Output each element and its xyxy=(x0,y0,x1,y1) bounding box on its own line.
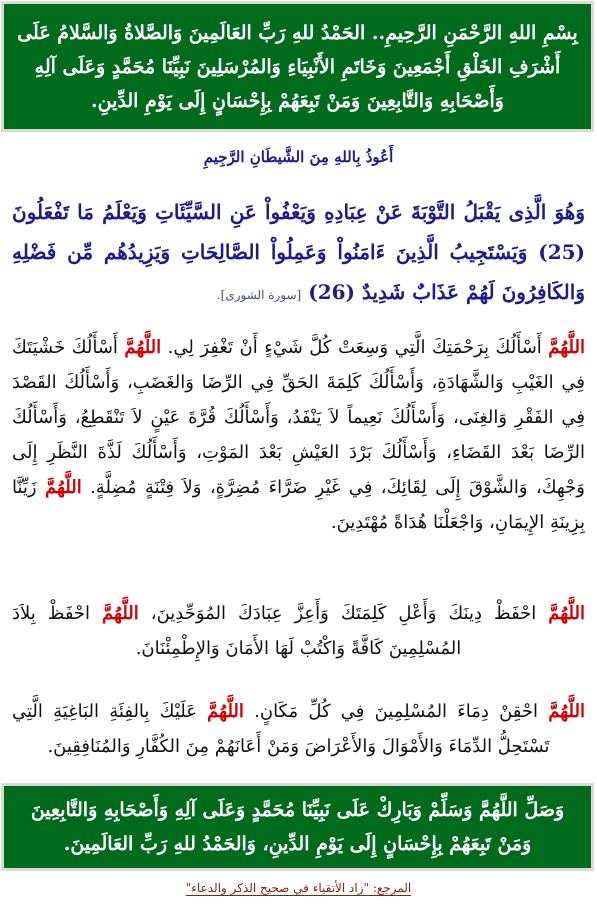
dua-text: عَلَيْكَ بِالفِئَةِ البَاغِيَةِ الَّتِي تَسْتَحِلُّ الدِّمَاءَ وَالأَمْوَالَ وَالأَعْرَاضَ وَمَنْ أَعَانَهُمْ مِنَ الكُفَّارِ وَالمُنَافِقِينَ. xyxy=(12,701,550,757)
dua-text: احْقِنْ دِمَاءَ المُسْلِمِينَ فِي كُلِّ مَكَانٍ. xyxy=(243,701,549,722)
opening-banner xyxy=(1,1,594,132)
quran-verse xyxy=(12,192,585,315)
dua-text: أَسْأَلُكَ بِرَحْمَتِكَ الَّتِي وَسِعَتْ كُلَّ شَيْءٍ أَنْ تَغْفِرَ لِي. xyxy=(161,337,549,358)
allahumma-word: اللَّهُمَّ xyxy=(548,701,585,722)
allahumma-word: اللَّهُمَّ xyxy=(44,477,82,498)
allahumma-word: اللَّهُمَّ xyxy=(102,603,139,624)
dua-text: زَيِّنَّا بِزِينَةِ الإِيمَانِ، وَاجْعَلْنَا هُدَاةً مُهْتَدِينَ. xyxy=(12,477,585,533)
dua-text: احْفَظْ بِلاَدَ المُسْلِمِينَ كَافَّةً وَاكْتُبْ لَهَا الأَمَانَ وَالإِطْمِئْنَانَ. xyxy=(12,603,462,659)
closing-banner xyxy=(1,783,594,871)
supplication-paragraph-2 xyxy=(12,596,585,666)
dua-text: احْفَظْ دِينَكَ وَأَعْلِ كَلِمَتَكَ وَأَعِزَّ عِبَادَكَ المُوَحِّدِينَ، xyxy=(138,603,549,624)
closing-text: وَصَلِّ اللَّهُمَّ وَسَلِّمْ وَبَارِكْ عَلَى نَبِيِّنَا مُحَمَّدٍ وَعَلَى آلِهِ وَأَصْحَابِهِ وَالتَّابِعِينَ وَمَنْ تَبِعَهُمْ بِإِحْسَانٍ إِلَى يَوْمِ الدِّينِ، وَالحَمْدُ للهِ رَبِّ العَالَمِينَ. xyxy=(30,799,565,855)
istiadha-line: أَعُوذُ بِاللهِ مِنَ الشَّيطَانِ الرَّجِيمِ xyxy=(203,148,394,166)
supplication-paragraph-1 xyxy=(12,330,585,540)
source-reference xyxy=(0,881,597,895)
allahumma-word: اللَّهُمَّ xyxy=(548,603,586,624)
surah-reference: [سورة الشورى]. xyxy=(216,288,302,302)
verse-text: وَهُوَ الَّذِى يَقْبَلُ التَّوْبَةَ عَنْ عِبَادِهِ وَيَعْفُواْ عَنِ السَّيِّئَاتِ وَيَعْلَمُ مَا تَفْعَلُونَ (25) وَيَسْتَجِيبُ الَّذِينَ ءَامَنُواْ وَعَمِلُواْ الصَّالِحَاتِ وَيَزِيدُهُم مِّن فَضْلِهِ وَالكَافِرُونَ لَهُمْ عَذَابٌ شَدِيدٌ (26) xyxy=(12,200,585,304)
allahumma-word: اللَّهُمَّ xyxy=(207,701,244,722)
source-link[interactable]: المرجع: "زاد الأتقياء في صحيح الذكر والدعاء" xyxy=(185,881,412,895)
dua-text: أَسْأَلُكَ خَشْيَتَكَ فِي الغَيْبِ وَالشَّهَادَةِ، وَأَسْأَلُكَ كَلِمَةَ الحَقِّ فِي الرِّضَا وَالغَضَبِ، وَأَسْأَلُكَ القَصْدَ فِي الفَقْرِ وَالغِنَى، وَأَسْأَلُكَ نَعِيماً لاَ يَنْفَدُ، وَأَسْأَلُكَ قُرَّةَ عَيْنٍ لاَ تَنْقَطِعُ، وَأَسْأَلُكَ الرِّضَا بَعْدَ القَضَاءِ، وَأَسْأَلُكَ بَرْدَ العَيْشِ بَعْدَ المَوْتِ، وَأَسْأَلُكَ لَذَّةَ النَّظَرِ إِلَى وَجْهِكَ، وَالشَّوْقَ إِلَى لِقَائِكَ، فِي غَيْرِ ضَرَّاءَ مُضِرَّةٍ، وَلاَ فِتْنَةٍ مُضِلَّةٍ. xyxy=(12,337,585,498)
supplication-paragraph-3 xyxy=(12,694,585,764)
allahumma-word: اللَّهُمَّ xyxy=(548,337,585,358)
opening-text: بِسْمِ اللهِ الرَّحْمَنِ الرَّحِيمِ.. الحَمْدُ للهِ رَبِّ العَالَمِينَ وَالصَّلاةُ وَالسَّلامُ عَلَى أَشْرَفِ الخَلْقِ أَجْمَعِينَ وَخَاتَمِ الأَنْبِيَاءِ وَالمُرْسَلِينَ نَبِيِّنَا مُحَمَّدٍ وَعَلَى آلِهِ وَأَصْحَابِهِ وَالتَّابِعِينَ وَمَنْ تَبِعَهُمْ بِإِحْسَانٍ إِلَى يَوْمِ الدِّينِ. xyxy=(17,21,578,112)
allahumma-word: اللَّهُمَّ xyxy=(124,337,162,358)
